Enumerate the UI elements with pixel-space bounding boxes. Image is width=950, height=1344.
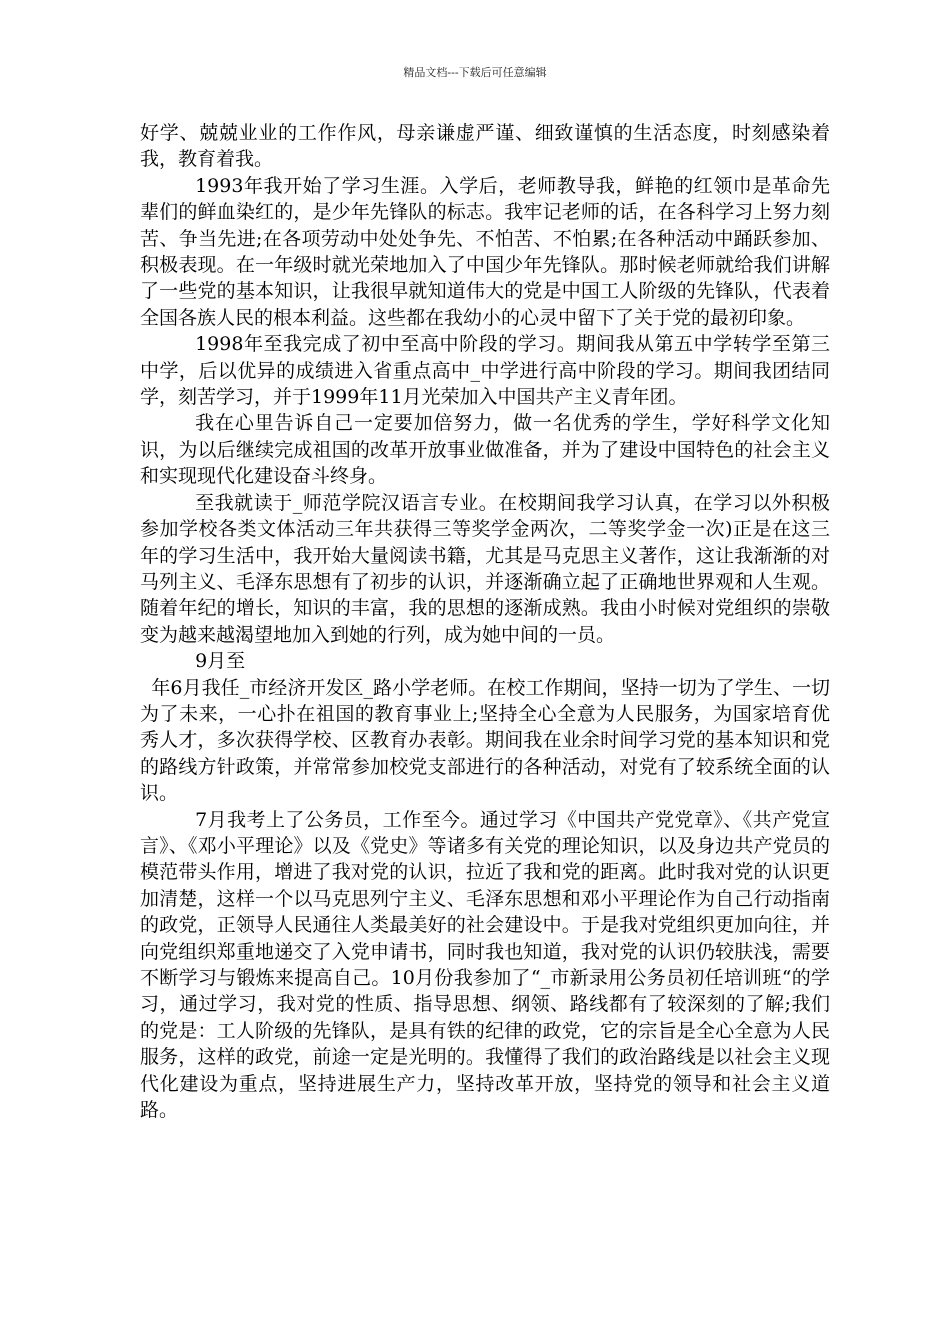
paragraph-6: 9月至 [195,650,246,673]
paragraph-2: 1993年我开始了学习生涯。入学后，老师教导我，鲜艳的红领巾是革命先辈们的鲜血染红的，是少年先锋队的标志。我牢记老师的话，在各科学习上努力刻苦、争当先进;在各项劳动中处处争先、不怕苦、不怕累;在各种活动中踊跃参加、积极表现。在一年级时就光荣地加入了中国少年先锋队。那时候老师就给我们讲解了一些党的基本知识，让我很早就知道伟大的党是中国工人阶级的先锋队，代表着全国各族人民的根本利益。这些都在我幼小的心灵中留下了关于党的最初印象。 [140,174,830,329]
paragraph-7: 年6月我任_市经济开发区_路小学老师。在校工作期间，坚持一切为了学生、一切为了未来，一心扑在祖国的教育事业上;坚持全心全意为人民服务，为国家培育优秀人才，多次获得学校、区教育办表彰。期间我在业余时间学习党的基本知识和党的路线方针政策，并常常参加校党支部进行的各种活动，对党有了较系统全面的认识。 [140,676,830,805]
paragraph-3: 1998年至我完成了初中至高中阶段的学习。期间我从第五中学转学至第三中学，后以优异的成绩进入省重点高中_中学进行高中阶段的学习。期间我团结同学，刻苦学习，并于1999年11月光荣加入中国共产主义青年团。 [140,333,830,409]
paragraph-8: 7月我考上了公务员，工作至今。通过学习《中国共产党党章》、《共产党宣言》、《邓小平理论》以及《党史》等诸多有关党的理论知识，以及身边共产党员的模范带头作用，增进了我对党的认识，拉近了我和党的距离。此时我对党的认识更加清楚，这样一个以马克思列宁主义、毛泽东思想和邓小平理论作为自己行动指南的政党，正领导人民通往人类最美好的社会建设中。于是我对党组织更加向往，并向党组织郑重地递交了入党申请书，同时我也知道，我对党的认识仍较肤浅，需要不断学习与锻炼来提高自己。10月份我参加了“_市新录用公务员初任培训班“的学习，通过学习，我对党的性质、指导思想、纲领、路线都有了较深刻的了解;我们的党是：工人阶级的先锋队，是具有铁的纪律的政党，它的宗旨是全心全意为人民服务，这样的政党，前途一定是光明的。我懂得了我们的政治路线是以社会主义现代化建设为重点，坚持进展生产力，坚持改革开放，坚持党的领导和社会主义道路。 [140,808,830,1122]
document-body [140,120,830,1123]
page-header: 精品文档---下载后可任意编辑 [403,66,547,79]
paragraph-4: 我在心里告诉自己一定要加倍努力，做一名优秀的学生，学好科学文化知识，为以后继续完成祖国的改革开放事业做准备，并为了建设中国特色的社会主义和实现现代化建设奋斗终身。 [140,412,830,488]
paragraph-1: 好学、兢兢业业的工作作风，母亲谦虚严谨、细致谨慎的生活态度，时刻感染着我，教育着我。 [140,122,830,171]
paragraph-5: 至我就读于_师范学院汉语言专业。在校期间我学习认真，在学习以外积极参加学校各类文体活动三年共获得三等奖学金两次，二等奖学金一次)正是在这三年的学习生活中，我开始大量阅读书籍，尤其是马克思主义著作，这让我渐渐的对马列主义、毛泽东思想有了初步的认识，并逐渐确立起了正确地世界观和人生观。随着年纪的增长，知识的丰富，我的思想的逐渐成熟。我由小时候对党组织的崇敬变为越来越渴望地加入到她的行列，成为她中间的一员。 [140,491,830,646]
